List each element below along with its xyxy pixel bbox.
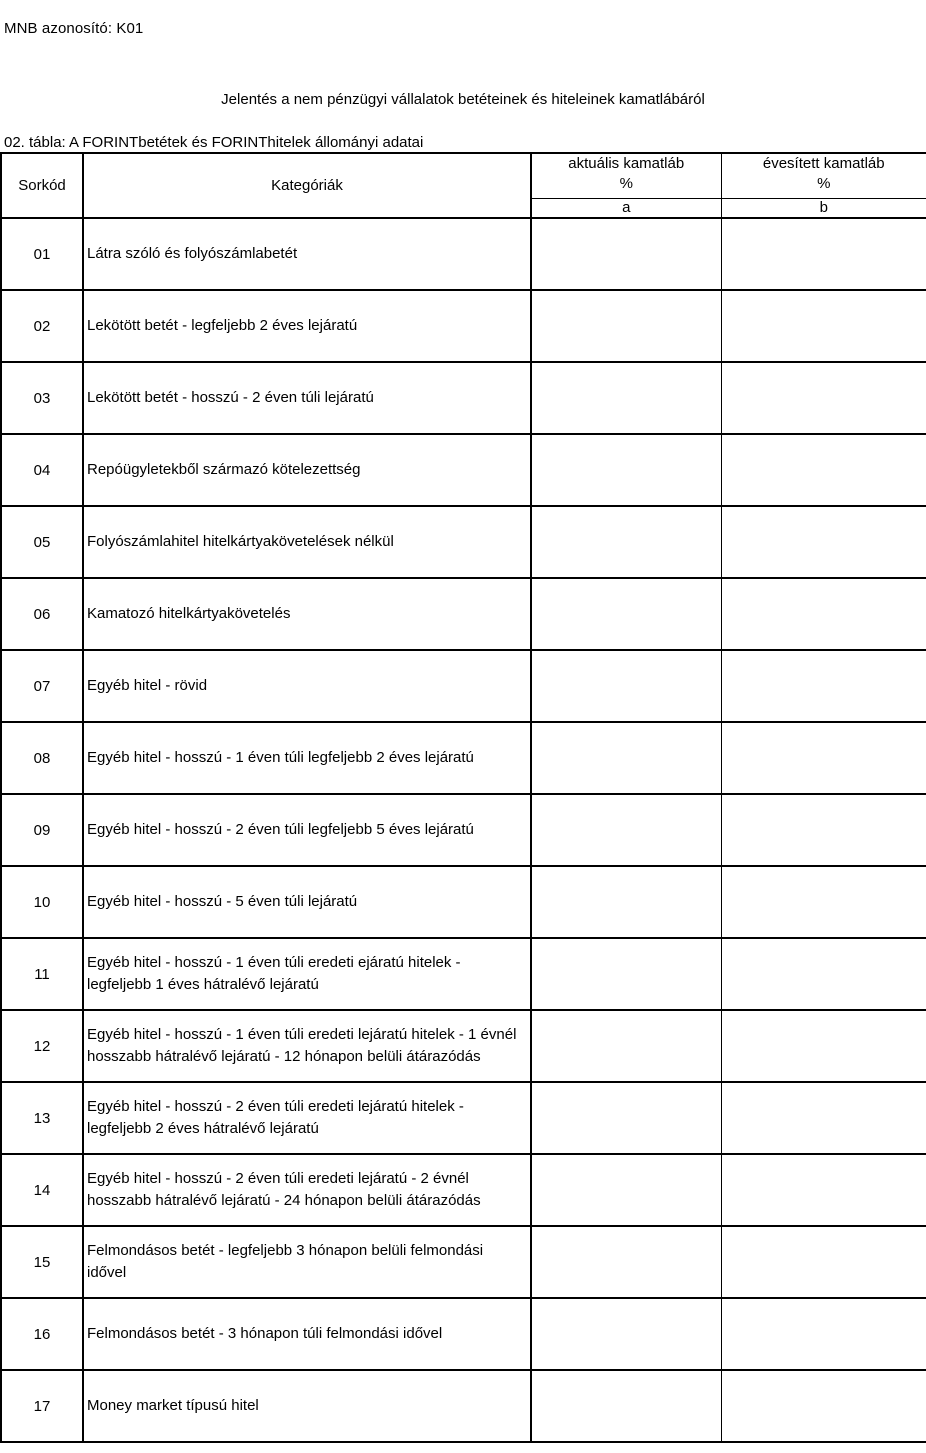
row-value-evesitett[interactable] xyxy=(721,866,926,938)
row-value-aktualis[interactable] xyxy=(531,650,721,722)
row-value-aktualis[interactable] xyxy=(531,1226,721,1298)
row-code: 12 xyxy=(1,1010,83,1082)
table-row xyxy=(1,1226,926,1298)
table-row xyxy=(1,218,926,290)
row-value-aktualis[interactable] xyxy=(531,578,721,650)
row-value-evesitett[interactable] xyxy=(721,1370,926,1442)
row-value-evesitett[interactable] xyxy=(721,1010,926,1082)
row-value-aktualis[interactable] xyxy=(531,506,721,578)
table-row xyxy=(1,1154,926,1226)
row-value-evesitett[interactable] xyxy=(721,794,926,866)
rates-table xyxy=(0,152,926,1443)
table-body xyxy=(1,218,926,1442)
row-value-aktualis[interactable] xyxy=(531,1370,721,1442)
header-evesitett-kamatlab xyxy=(721,153,926,199)
header-sorkod: Sorkód xyxy=(1,153,83,218)
row-value-evesitett[interactable] xyxy=(721,650,926,722)
row-category: Egyéb hitel - hosszú - 5 éven túli lejáratú xyxy=(83,866,531,938)
row-code: 14 xyxy=(1,1154,83,1226)
row-category: Egyéb hitel - hosszú - 2 éven túli legfeljebb 5 éves lejáratú xyxy=(83,794,531,866)
row-value-aktualis[interactable] xyxy=(531,1082,721,1154)
table-row xyxy=(1,362,926,434)
row-code: 01 xyxy=(1,218,83,290)
row-value-aktualis[interactable] xyxy=(531,290,721,362)
table-row xyxy=(1,1010,926,1082)
row-category: Lekötött betét - legfeljebb 2 éves lejáratú xyxy=(83,290,531,362)
row-code: 03 xyxy=(1,362,83,434)
table-row xyxy=(1,290,926,362)
row-code: 05 xyxy=(1,506,83,578)
row-value-aktualis[interactable] xyxy=(531,1154,721,1226)
row-category: Egyéb hitel - rövid xyxy=(83,650,531,722)
table-row xyxy=(1,938,926,1010)
row-code: 06 xyxy=(1,578,83,650)
row-code: 16 xyxy=(1,1298,83,1370)
row-value-aktualis[interactable] xyxy=(531,866,721,938)
header-a-title: aktuális kamatláb xyxy=(568,155,685,172)
row-category: Egyéb hitel - hosszú - 2 éven túli eredeti lejáratú - 2 évnél hosszabb hátralévő lejáratú - 24 hónapon belüli átárazódás xyxy=(83,1154,531,1226)
row-category: Felmondásos betét - 3 hónapon túli felmondási idővel xyxy=(83,1298,531,1370)
header-letter-b: b xyxy=(721,199,926,219)
table-row xyxy=(1,650,926,722)
row-code: 11 xyxy=(1,938,83,1010)
row-category: Lekötött betét - hosszú - 2 éven túli lejáratú xyxy=(83,362,531,434)
row-code: 08 xyxy=(1,722,83,794)
table-row xyxy=(1,434,926,506)
row-value-evesitett[interactable] xyxy=(721,1298,926,1370)
row-category: Egyéb hitel - hosszú - 1 éven túli eredeti lejáratú hitelek - 1 évnél hosszabb hátralévő lejáratú - 12 hónapon belüli átárazódás xyxy=(83,1010,531,1082)
table-row xyxy=(1,1370,926,1442)
row-code: 07 xyxy=(1,650,83,722)
header-letter-a: a xyxy=(531,199,721,219)
row-value-evesitett[interactable] xyxy=(721,1082,926,1154)
row-value-aktualis[interactable] xyxy=(531,794,721,866)
row-value-aktualis[interactable] xyxy=(531,434,721,506)
row-value-aktualis[interactable] xyxy=(531,218,721,290)
row-code: 10 xyxy=(1,866,83,938)
mnb-identifier: MNB azonosító: K01 xyxy=(4,20,144,37)
table-row xyxy=(1,506,926,578)
header-kategoriak: Kategóriák xyxy=(83,153,531,218)
row-value-evesitett[interactable] xyxy=(721,218,926,290)
row-code: 09 xyxy=(1,794,83,866)
row-category: Folyószámlahitel hitelkártyakövetelések nélkül xyxy=(83,506,531,578)
table-row xyxy=(1,866,926,938)
row-value-evesitett[interactable] xyxy=(721,290,926,362)
header-b-title: évesített kamatláb xyxy=(762,155,885,172)
row-category: Látra szóló és folyószámlabetét xyxy=(83,218,531,290)
row-category: Money market típusú hitel xyxy=(83,1370,531,1442)
row-value-evesitett[interactable] xyxy=(721,362,926,434)
row-value-evesitett[interactable] xyxy=(721,938,926,1010)
row-category: Repóügyletekből származó kötelezettség xyxy=(83,434,531,506)
row-category: Kamatozó hitelkártyakövetelés xyxy=(83,578,531,650)
row-category: Felmondásos betét - legfeljebb 3 hónapon belüli felmondási idővel xyxy=(83,1226,531,1298)
row-value-evesitett[interactable] xyxy=(721,578,926,650)
row-code: 17 xyxy=(1,1370,83,1442)
report-title: Jelentés a nem pénzügyi vállalatok betéteinek és hiteleinek kamatlábáról xyxy=(221,91,705,108)
row-category: Egyéb hitel - hosszú - 1 éven túli legfeljebb 2 éves lejáratú xyxy=(83,722,531,794)
row-code: 13 xyxy=(1,1082,83,1154)
header-aktualis-kamatlab xyxy=(531,153,721,199)
table-row xyxy=(1,1298,926,1370)
row-value-aktualis[interactable] xyxy=(531,722,721,794)
row-code: 04 xyxy=(1,434,83,506)
row-category: Egyéb hitel - hosszú - 1 éven túli eredeti ejáratú hitelek - legfeljebb 1 éves hátralévő lejáratú xyxy=(83,938,531,1010)
header-a-unit: % xyxy=(619,175,633,192)
row-value-evesitett[interactable] xyxy=(721,1226,926,1298)
table-row xyxy=(1,578,926,650)
table-row xyxy=(1,722,926,794)
row-value-aktualis[interactable] xyxy=(531,362,721,434)
row-value-aktualis[interactable] xyxy=(531,938,721,1010)
row-category: Egyéb hitel - hosszú - 2 éven túli eredeti lejáratú hitelek - legfeljebb 2 éves hátralévő lejáratú xyxy=(83,1082,531,1154)
row-code: 02 xyxy=(1,290,83,362)
row-value-evesitett[interactable] xyxy=(721,1154,926,1226)
table-row xyxy=(1,794,926,866)
row-value-aktualis[interactable] xyxy=(531,1298,721,1370)
table-row xyxy=(1,1082,926,1154)
row-value-evesitett[interactable] xyxy=(721,506,926,578)
table-caption: 02. tábla: A FORINTbetétek és FORINThitelek állományi adatai xyxy=(4,134,424,151)
row-code: 15 xyxy=(1,1226,83,1298)
header-b-unit: % xyxy=(817,175,831,192)
row-value-aktualis[interactable] xyxy=(531,1010,721,1082)
row-value-evesitett[interactable] xyxy=(721,434,926,506)
row-value-evesitett[interactable] xyxy=(721,722,926,794)
